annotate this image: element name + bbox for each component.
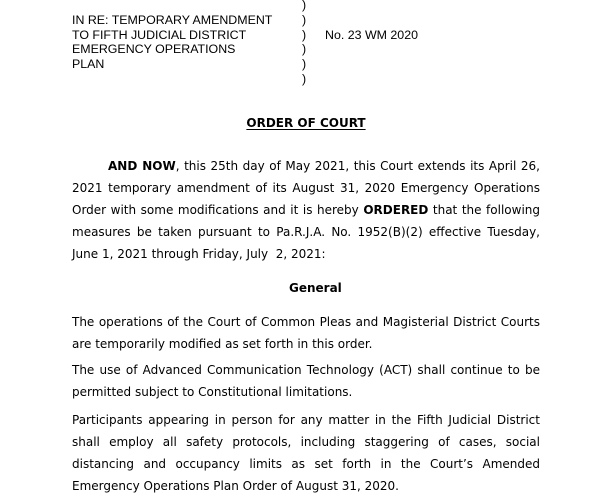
caption-title-line: IN RE: TEMPORARY AMENDMENT	[72, 12, 273, 27]
caption-bracket: )	[302, 71, 307, 86]
preamble-line: 2021 temporary amendment of its August 31, 2020 Emergency Operations	[72, 181, 540, 195]
paragraph-line: Emergency Operations Plan Order of August 31, 2020.	[72, 479, 399, 493]
paragraph-line: are temporarily modified as set forth in this order.	[72, 337, 373, 351]
caption-title-line: EMERGENCY OPERATIONS	[72, 42, 236, 57]
caption-bracket-column	[302, 0, 314, 87]
order-paragraph	[72, 359, 540, 403]
caption-title-line: PLAN	[72, 57, 105, 72]
caption-bracket: )	[302, 0, 307, 12]
paragraph-line: permitted subject to Constitutional limitations.	[72, 385, 353, 399]
paragraph-line: The use of Advanced Communication Technology (ACT) shall continue to be	[72, 363, 540, 377]
paragraph-line: shall employ all safety protocols, including staggering of cases, social	[72, 435, 540, 449]
preamble-line	[72, 199, 540, 221]
case-number: No. 23 WM 2020	[325, 27, 418, 42]
preamble-line: June 1, 2021 through Friday, July 2, 2021:	[72, 247, 326, 261]
ordered-emphasis: ORDERED	[363, 203, 429, 217]
preamble-line-text: that the following	[428, 203, 541, 217]
order-paragraph	[72, 311, 540, 355]
caption-bracket: )	[302, 57, 307, 72]
case-caption	[0, 0, 612, 88]
section-heading: General	[289, 281, 342, 295]
preamble-line-text: , this 25th day of May 2021, this Court extends its April 26,	[175, 159, 540, 173]
order-title: ORDER OF COURT	[246, 116, 366, 130]
caption-title	[72, 13, 297, 72]
paragraph-line: Participants appearing in person for any matter in the Fifth Judicial District	[72, 413, 540, 427]
caption-bracket: )	[302, 42, 307, 57]
order-paragraph	[72, 409, 540, 497]
preamble-paragraph	[72, 155, 540, 265]
caption-bracket: )	[302, 12, 307, 27]
preamble-line-text: Order with some modifications and it is hereby	[72, 203, 364, 217]
paragraph-line: distancing and occupancy limits as set forth in the Court’s Amended	[72, 457, 540, 471]
caption-bracket: )	[302, 27, 307, 42]
preamble-lead: AND NOW	[108, 159, 176, 173]
paragraph-line: The operations of the Court of Common Pleas and Magisterial District Courts	[72, 315, 540, 329]
preamble-line	[72, 155, 540, 177]
preamble-line: measures be taken pursuant to Pa.R.J.A. No. 1952(B)(2) effective Tuesday,	[72, 225, 540, 239]
caption-title-line: TO FIFTH JUDICIAL DISTRICT	[72, 27, 247, 42]
order-title-block	[0, 112, 612, 134]
